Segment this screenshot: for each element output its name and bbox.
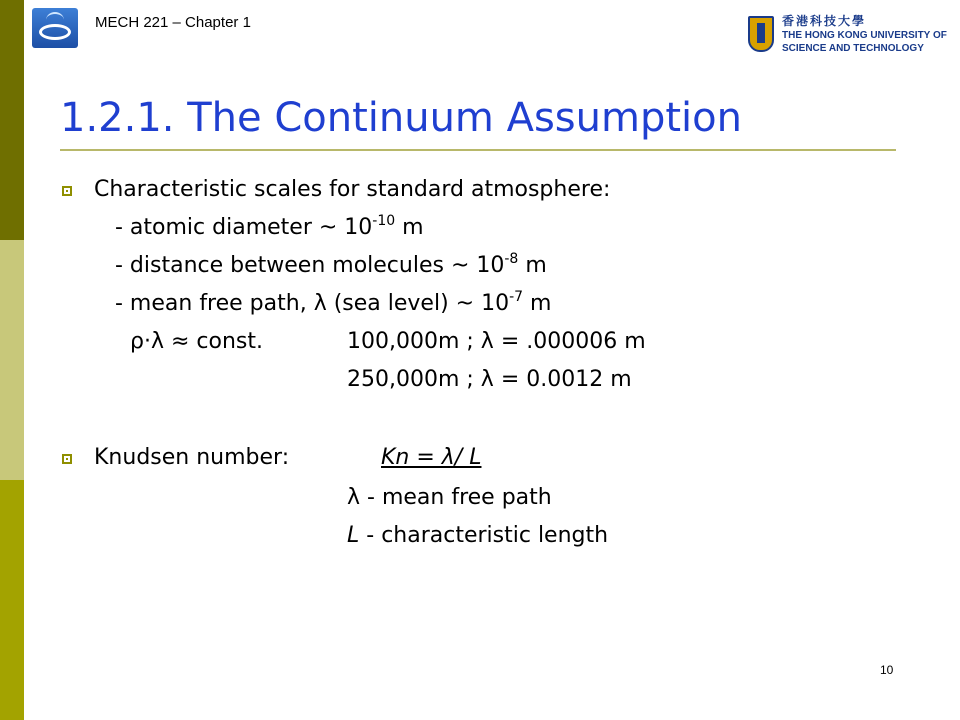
altitude-100km-value: 100,000m ; λ = .000006 m [347,329,646,354]
slide-title: 1.2.1. The Continuum Assumption [60,95,742,141]
course-label: MECH 221 – Chapter 1 [95,14,251,31]
knudsen-label: Knudsen number: [94,445,290,470]
bullet-characteristic-scales: Characteristic scales for standard atmosphere: [94,177,611,202]
atomic-diameter-line: - atomic diameter ~ $10^{-10}$ m [115,213,424,240]
bullet-square-icon [62,454,72,464]
lambda-definition: λ - mean free path [347,485,552,510]
mean-free-path-line: - mean free path, λ (sea level) ~ $10^{-7}$ m [115,289,552,316]
altitude-250km-value: 250,000m ; λ = 0.0012 m [347,367,632,392]
university-name-chinese: 香港科技大學 [782,14,867,28]
page-number: 10 [880,663,894,677]
molecule-distance-line: - distance between molecules ~ $10^{-8}$ m [115,251,547,278]
university-name-line1: THE HONG KONG UNIVERSITY OF [782,30,947,41]
density-relation: ρ·λ ≈ const. [130,329,263,354]
university-name-line2: SCIENCE AND TECHNOLOGY [782,43,924,54]
length-definition: L - characteristic length [347,523,609,548]
knudsen-formula: Kn = λ/ L [381,445,482,470]
bullet-square-icon [62,186,72,196]
